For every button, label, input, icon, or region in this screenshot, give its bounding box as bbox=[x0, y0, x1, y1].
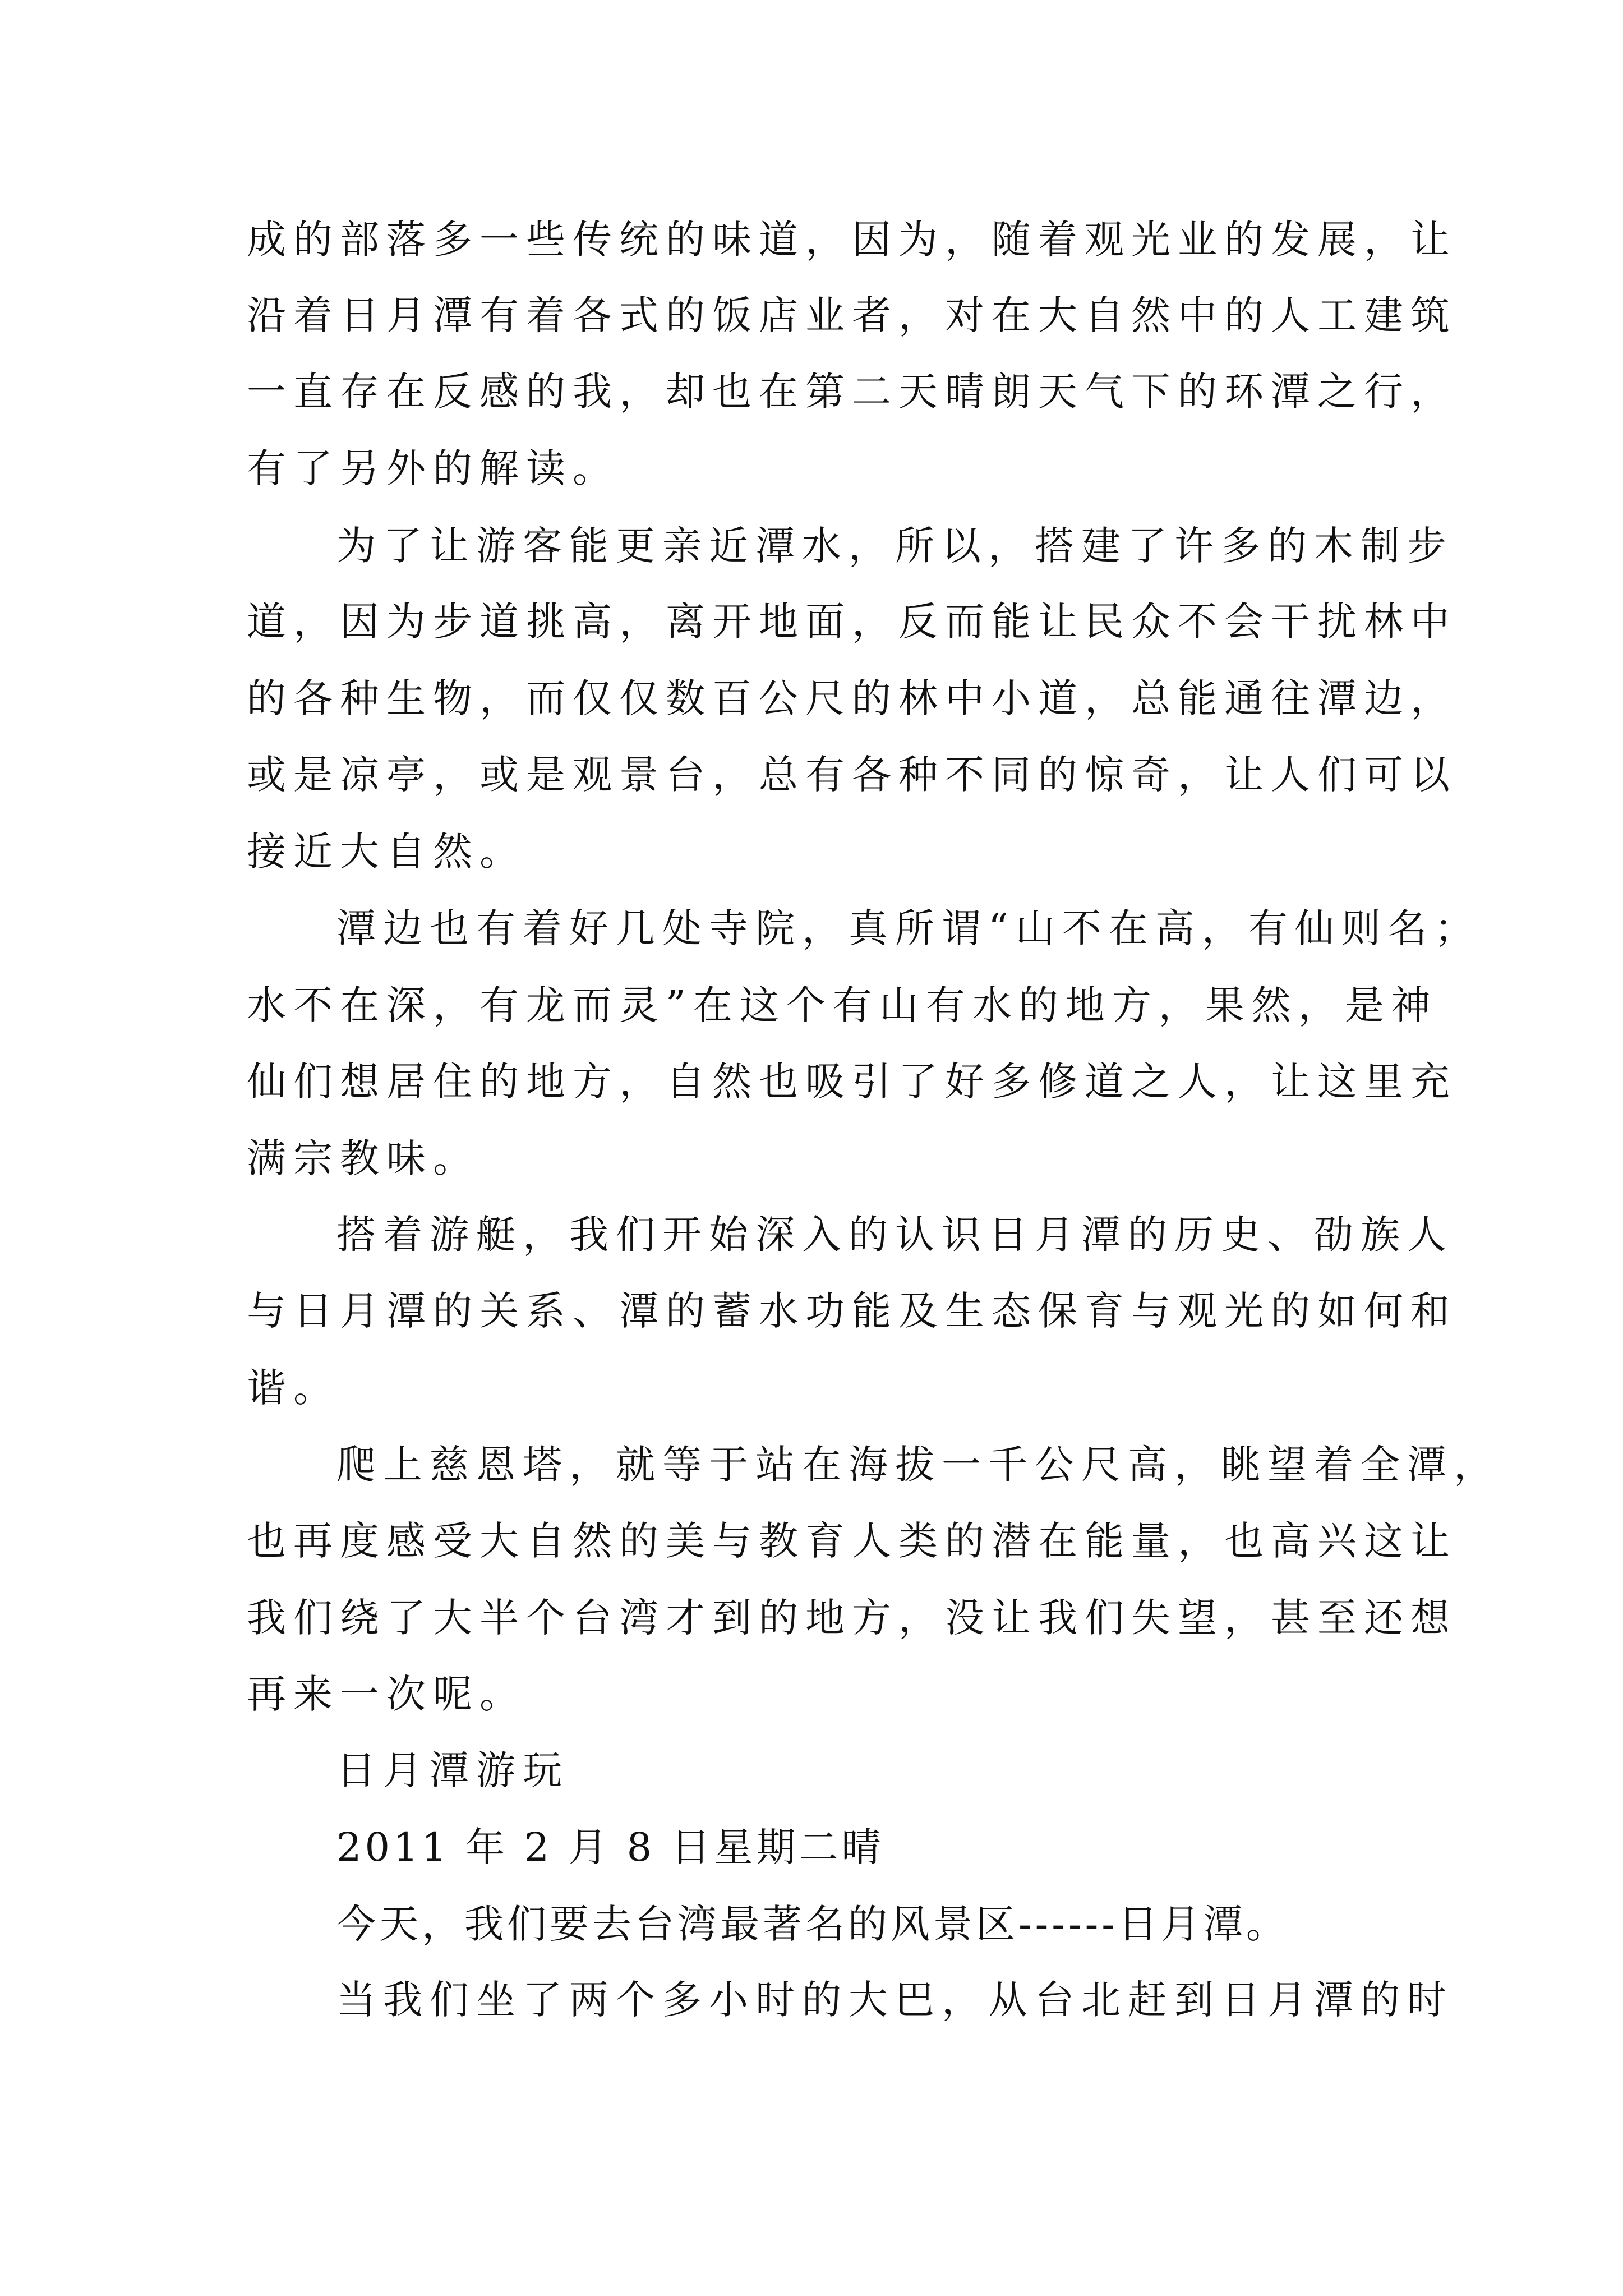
text-line: 也再度感受大自然的美与教育人类的潜在能量，也高兴这让 bbox=[247, 1518, 1457, 1564]
text-line: 成的部落多一些传统的味道，因为，随着观光业的发展，让 bbox=[247, 217, 1457, 263]
text-line: 仙们想居住的地方，自然也吸引了好多修道之人，让这里充 bbox=[247, 1059, 1457, 1105]
section-title: 日月潭游玩 bbox=[336, 1747, 569, 1793]
paragraph-first-line: 当我们坐了两个多小时的大巴，从台北赶到日月潭的时 bbox=[336, 1977, 1454, 2023]
text-line: 再来一次呢。 bbox=[247, 1671, 526, 1717]
text-line: 我们绕了大半个台湾才到的地方，没让我们失望，甚至还想 bbox=[247, 1595, 1457, 1641]
text-line: 道，因为步道挑高，离开地面，反而能让民众不会干扰林中 bbox=[247, 599, 1457, 645]
paragraph-first-line: 为了让游客能更亲近潭水，所以，搭建了许多的木制步 bbox=[336, 523, 1454, 569]
text-line: 接近大自然。 bbox=[247, 829, 526, 875]
text-line: 的各种生物，而仅仅数百公尺的林中小道，总能通往潭边， bbox=[247, 675, 1457, 721]
paragraph-first-line: 潭边也有着好几处寺院，真所谓“山不在高，有仙则名； bbox=[336, 905, 1481, 951]
text-line: 满宗教味。 bbox=[247, 1135, 479, 1181]
paragraph-first-line: 今天，我们要去台湾最著名的风景区------日月潭。 bbox=[336, 1901, 1289, 1947]
text-line: 与日月潭的关系、潭的蓄水功能及生态保育与观光的如何和 bbox=[247, 1288, 1457, 1334]
paragraph-first-line: 爬上慈恩塔，就等于站在海拔一千公尺高，眺望着全潭， bbox=[336, 1442, 1500, 1488]
paragraph-first-line: 搭着游艇，我们开始深入的认识日月潭的历史、劭族人 bbox=[336, 1212, 1454, 1258]
text-line: 或是凉亭，或是观景台，总有各种不同的惊奇，让人们可以 bbox=[247, 752, 1457, 798]
date-line: 2011 年 2 月 8 日星期二晴 bbox=[336, 1824, 884, 1870]
text-line: 水不在深，有龙而灵”在这个有山有水的地方，果然，是神 bbox=[247, 982, 1438, 1028]
text-line: 沿着日月潭有着各式的饭店业者，对在大自然中的人工建筑 bbox=[247, 292, 1457, 338]
text-line: 谐。 bbox=[247, 1365, 340, 1411]
text-line: 有了另外的解读。 bbox=[247, 445, 619, 491]
text-line: 一直存在反感的我，却也在第二天晴朗天气下的环潭之行， bbox=[247, 369, 1457, 415]
